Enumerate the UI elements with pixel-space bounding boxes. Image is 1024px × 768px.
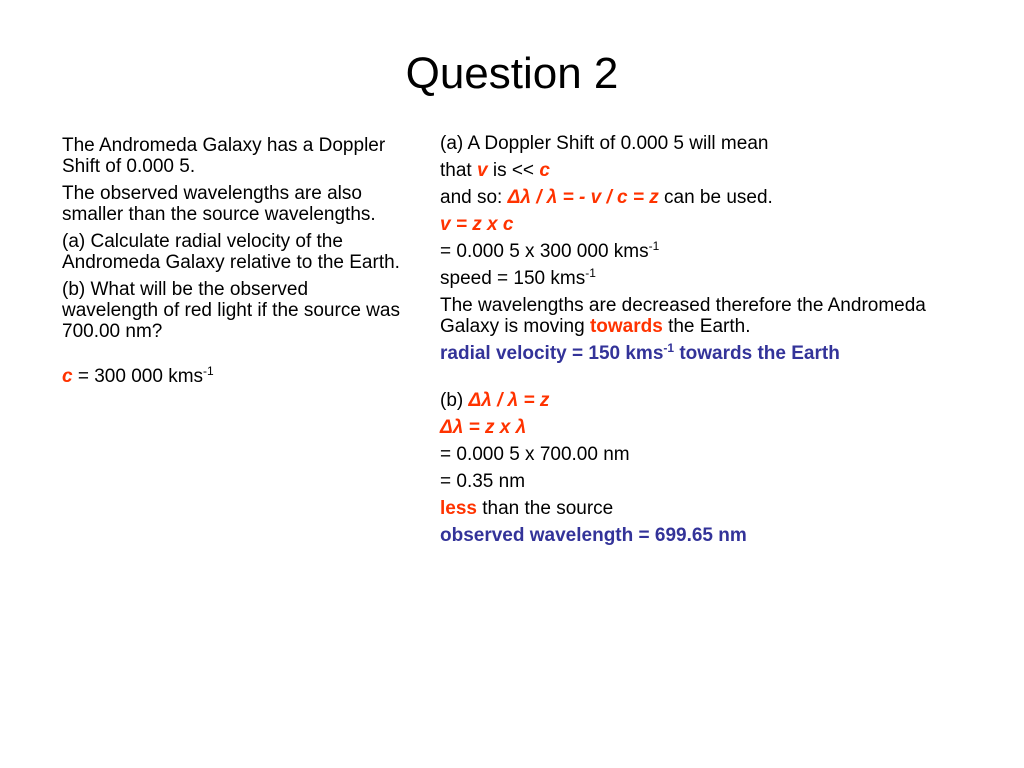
c-value: = 300 000 kms [72, 366, 204, 387]
v-symbol: v [476, 160, 488, 181]
result-text: towards the Earth [674, 343, 840, 364]
answer-text: can be used. [658, 187, 773, 208]
unit-exponent: -1 [585, 266, 596, 280]
answer-b-line-3: = 0.000 5 x 700.00 nm [440, 444, 630, 465]
answer-a-line-1: (a) A Doppler Shift of 0.000 5 will mean [440, 133, 769, 154]
question-column [62, 135, 407, 393]
towards-emphasis: towards [589, 316, 663, 337]
slide-title: Question 2 [405, 49, 619, 98]
doppler-equation: Δλ / λ = - v / c = z [507, 187, 659, 208]
answer-text: the Earth. [662, 316, 751, 337]
redshift-equation: Δλ / λ = z [468, 390, 550, 411]
answer-text: is << [487, 160, 540, 181]
answer-a-line-6 [440, 268, 985, 289]
answer-b-line-4: = 0.35 nm [440, 471, 526, 492]
answer-text: than the source [476, 498, 614, 519]
answer-text: = 0.000 5 x 300 000 kms [440, 241, 649, 262]
speed-of-light-line [62, 366, 407, 387]
answer-text: that [440, 160, 477, 181]
answer-b-line-1 [440, 390, 985, 411]
question-paragraph-2: The observed wavelengths are also smaller than the source wavelengths. [62, 183, 376, 225]
question-part-b: (b) What will be the observed wavelength of red light if the source was 700.00 nm? [62, 279, 400, 342]
answer-a-line-2 [440, 160, 985, 181]
answer-column [440, 133, 985, 552]
answer-b-line-5 [440, 498, 985, 519]
answer-text: and so: [440, 187, 508, 208]
c-exponent: -1 [203, 364, 214, 378]
answer-text: The wavelengths are decreased therefore the Andromeda Galaxy is moving [440, 295, 926, 337]
question-paragraph-1: The Andromeda Galaxy has a Doppler Shift of 0.000 5. [62, 135, 386, 177]
c-symbol: c [62, 366, 73, 387]
unit-exponent: -1 [663, 341, 675, 355]
unit-exponent: -1 [648, 239, 660, 253]
c-symbol: c [539, 160, 550, 181]
wavelength-shift-equation: Δλ = z x λ [440, 417, 527, 438]
answer-a-line-7 [440, 295, 985, 337]
answer-a-result [440, 343, 985, 364]
answer-a-line-5 [440, 241, 985, 262]
answer-a-line-3 [440, 187, 985, 208]
result-text: radial velocity = 150 kms [440, 343, 664, 364]
answer-text: speed = 150 kms [440, 268, 586, 289]
answer-text: (b) [440, 390, 469, 411]
answer-b-result: observed wavelength = 699.65 nm [440, 525, 747, 546]
question-part-a: (a) Calculate radial velocity of the Andromeda Galaxy relative to the Earth. [62, 231, 400, 273]
less-emphasis: less [440, 498, 477, 519]
velocity-equation: v = z x c [440, 214, 514, 235]
